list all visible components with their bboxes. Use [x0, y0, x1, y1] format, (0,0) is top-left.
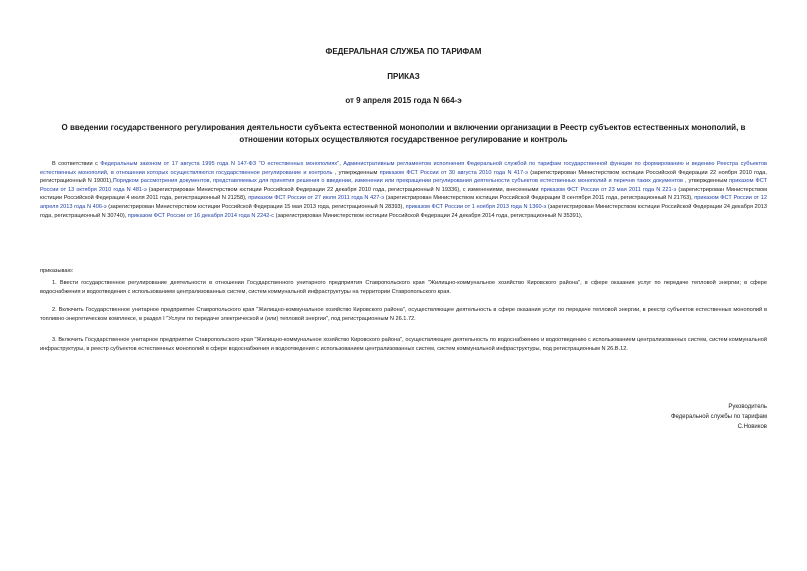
signatory-organization: Федеральной службы по тарифам [671, 414, 767, 420]
signature-block [671, 402, 767, 432]
link-federal-law[interactable]: Федеральным законом от 17 августа 1995 года N 147-ФЗ "О естественных монополиях" [100, 161, 340, 167]
link-order-2242[interactable]: приказом ФСТ России от 16 декабря 2014 года N 2242-с [127, 212, 275, 219]
order-item-1: 1. Ввести государственное регулирование деятельности в отношении Государственного унитарного предприятия Ставропольского края "Жилищно-коммунальное хозяйство Кировского района", в сфере оказания услуг по передаче тепловой энергии; в сфере водоснабжения и водоотведения с использованием централизованных систем, систем коммунальной инфраструктуры на территории Ставропольского края. [40, 280, 767, 295]
link-order-427[interactable]: приказом ФСТ России от 27 июля 2011 года N 427-э [248, 195, 385, 202]
orders-label: приказываю: [40, 268, 74, 274]
order-item-2: 2. Включить Государственное унитарное предприятие Ставропольского края "Жилищно-коммунальное хозяйство Кировского района", осуществляющее деятельность в сфере оказания услуг по передаче тепловой энергии, в реестр субъектов естественных монополий в топливно-энергетическом комплексе, в раздел I "Услуги по передаче электрической и (или) тепловой энергии", под регистрационным N 26.1.72. [40, 307, 767, 322]
preamble-text: , утвержденным [332, 169, 380, 176]
preamble-text: (зарегистрирован Министерством юстиции Российской Федерации 8 сентября 2011 года, регистрационный N 21763), [384, 195, 695, 202]
document-type: ПРИКАЗ [387, 72, 420, 81]
preamble-paragraph [40, 160, 767, 220]
document-title: О введении государственного регулирования деятельности субъекта естественной монополии и включении организации в Реестр субъектов естественных монополий, в отношении которых осуществляются государственное регулирование и контроль [61, 123, 746, 144]
preamble-text: , утвержденным [683, 178, 730, 185]
preamble-text: (зарегистрирован Министерством юстиции Российской Федерации 24 декабря 2014 года, регистрационный N 35391), [274, 212, 583, 219]
signatory-position: Руководитель [728, 404, 767, 410]
order-item-3: 3. Включить Государственное унитарное предприятие Ставропольского края "Жилищно-коммунальное хозяйство Кировского района", осуществляющее деятельность по водоснабжению и водоотведению с использованием централизованных систем, систем коммунальной инфраструктуры, в реестр субъектов естественных монополий в сфере водоснабжения и водоотведения с использованием централизованных систем, систем коммунальной инфраструктуры, под регистрационным N 26.В.12. [40, 337, 767, 352]
link-review-procedure[interactable]: Порядком рассмотрения документов, представляемых для принятия решения о введении, изменении или прекращении регулирования деятельности субъектов естественных монополий и перечня таких документов [112, 178, 683, 185]
preamble-text: (зарегистрирован Министерством юстиции Российской Федерации 15 мая 2013 года, регистрационный N 28393), [106, 203, 406, 210]
link-order-481[interactable]: приказом ФСТ России от 13 октября 2010 года N 481-э [40, 178, 768, 193]
preamble-text: , [339, 161, 344, 167]
preamble-text: (зарегистрирован Министерством юстиции Российской Федерации 24 декабря 2013 года, регистрационный N 30740), [40, 203, 768, 219]
link-order-221[interactable]: приказом ФСТ России от 23 мая 2011 года N 221-э [540, 186, 677, 193]
link-order-417[interactable]: приказом ФСТ России от 30 августа 2010 года N 417-э [379, 169, 528, 176]
link-order-1360[interactable]: приказом ФСТ России от 1 ноября 2013 года N 1360-э [405, 203, 547, 210]
preamble-text: (зарегистрирован Министерством юстиции Российской Федерации 4 июля 2011 года, регистрационный N 21258), [40, 186, 768, 202]
preamble-text: В соответствии с [52, 161, 101, 167]
link-admin-regulation[interactable]: Административным регламентом исполнения Федеральной службой по тарифам государственной функции по формированию и ведению Реестра субъектов естественных монополий, в отношении которых осуществляются государственное регулирование и контроль [40, 161, 768, 176]
preamble-text: (зарегистрирован Министерством юстиции Российской Федерации 22 декабря 2010 года, регистрационный N 19336), с изменениями, внесенными [146, 186, 541, 193]
link-order-406[interactable]: приказом ФСТ России от 12 апреля 2013 года N 406-э [40, 195, 767, 210]
document-date-number: от 9 апреля 2015 года N 664-э [345, 96, 462, 105]
signatory-name: С.Новиков [737, 424, 767, 430]
agency-name: ФЕДЕРАЛЬНАЯ СЛУЖБА ПО ТАРИФАМ [325, 47, 482, 56]
preamble-text: (зарегистрирован Министерством юстиции Российской Федерации 22 ноября 2010 года, регистрационный N 19001), [40, 169, 767, 185]
